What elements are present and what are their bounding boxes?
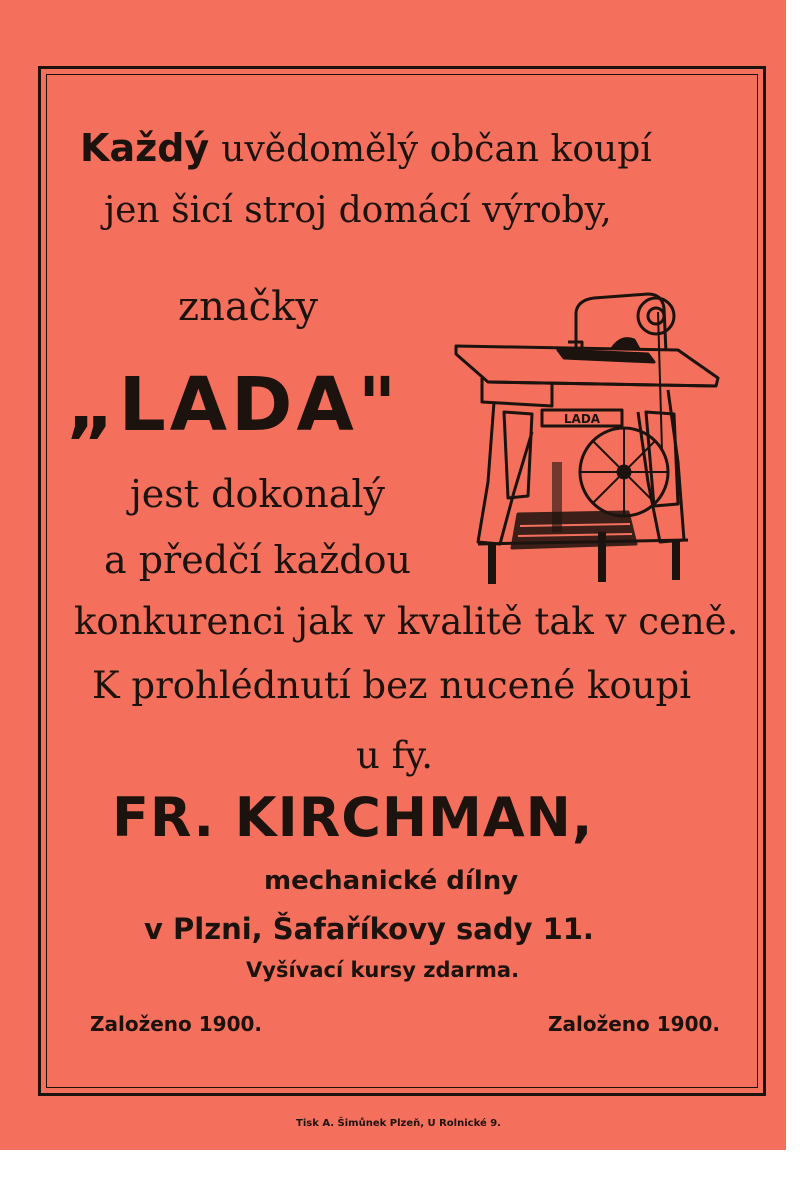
- machine-plate-text: LADA: [563, 412, 601, 426]
- headline-line-1: [80, 126, 652, 170]
- body-line-4: K prohlédnutí bez nucené koupi: [92, 664, 692, 707]
- founded-right: Založeno 1900.: [548, 1012, 721, 1036]
- free-courses-note: Vyšívací kursy zdarma.: [246, 958, 520, 982]
- printer-credit: Tisk A. Šimůnek Plzeň, U Rolnické 9.: [296, 1118, 501, 1129]
- company-workshop: mechanické dílny: [264, 866, 519, 896]
- body-line-3: konkurenci jak v kvalitě tak v ceně.: [74, 600, 739, 643]
- body-line-1: jest dokonalý: [130, 472, 385, 516]
- headline-line-1-rest: uvědomělý občan koupí: [221, 129, 652, 170]
- founded-left: Založeno 1900.: [90, 1012, 263, 1036]
- body-line-2: a předčí každou: [104, 538, 411, 582]
- company-address: v Plzni, Šafaříkovy sady 11.: [144, 912, 594, 946]
- headline-first-word: Každý: [80, 126, 210, 170]
- sewing-machine-illustration: [448, 282, 728, 592]
- headline-line-2: jen šicí stroj domácí výroby,: [104, 190, 612, 231]
- company-name: FR. KIRCHMAN,: [112, 786, 594, 849]
- brand-name: „LADA": [66, 362, 401, 448]
- brand-prefix: značky: [178, 284, 318, 330]
- body-line-5: u fy.: [356, 734, 434, 777]
